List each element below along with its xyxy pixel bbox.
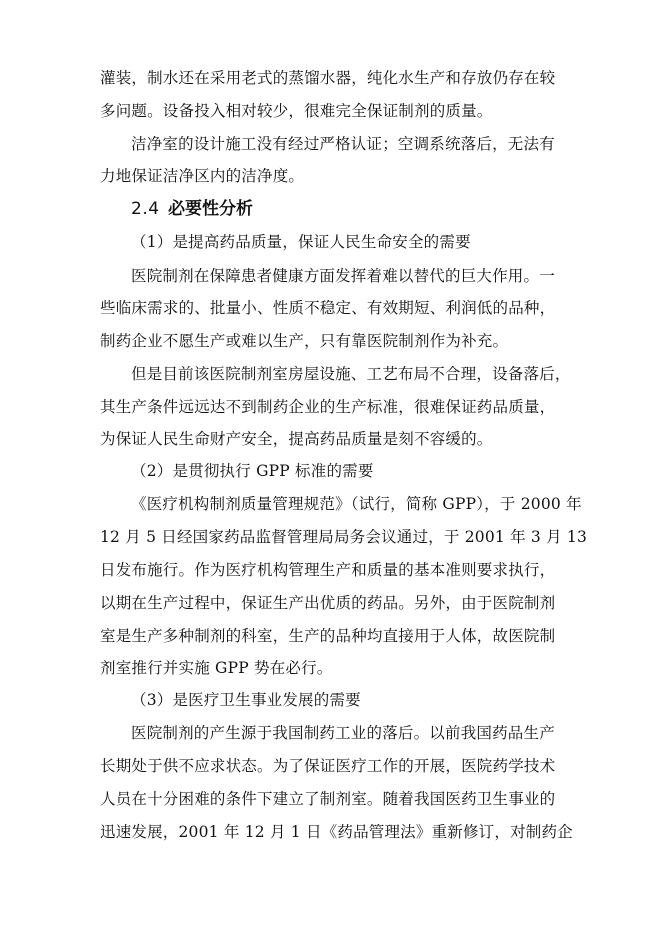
intro-line-4: 力地保证洁净区内的洁净度。 [100, 167, 305, 185]
section-title: 必要性分析 [167, 199, 253, 219]
subsection2-line-3: 日发布施行。作为医疗机构管理生产和质量的基本准则要求执行， [100, 561, 556, 579]
intro-line-1: 灌装，制水还在采用老式的蒸馏水器，纯化水生产和存放仍存在较 [100, 69, 556, 87]
subsection1-line-4: 但是目前该医院制剂室房屋设施、工艺布局不合理，设备落后， [131, 365, 571, 383]
subsection1-line-6: 为保证人民生命财产安全，提高药品质量是刻不容缓的。 [100, 430, 493, 448]
intro-line-2: 多问题。设备投入相对较少，很难完全保证制剂的质量。 [100, 102, 493, 120]
section-number: 2.4 [131, 199, 160, 219]
subsection3-line-2: 长期处于供不应求状态。为了保证医疗工作的开展，医院药学技术 [100, 757, 556, 775]
subsection2-title: （2）是贯彻执行 GPP 标准的需要 [131, 462, 374, 480]
subsection2-line-5: 室是生产多种制剂的科室，生产的品种均直接用于人体，故医院制 [100, 627, 556, 645]
subsection1-line-5: 其生产条件远远达不到制药企业的生产标准，很难保证药品质量， [100, 398, 556, 416]
subsection2-line-4: 以期在生产过程中，保证生产出优质的药品。另外，由于医院制剂 [100, 594, 556, 612]
subsection3-title: （3）是医疗卫生事业发展的需要 [131, 691, 361, 709]
section-heading [131, 198, 253, 220]
subsection1-title: （1）是提高药品质量，保证人民生命安全的需要 [131, 233, 471, 251]
subsection3-line-1: 医院制剂的产生源于我国制药工业的落后。以前我国药品生产 [131, 724, 555, 742]
subsection2-line-1: 《医疗机构制剂质量管理规范》（试行，简称 GPP），于 2000 年 [131, 495, 582, 513]
subsection3-line-4: 迅速发展，2001 年 12 月 1 日《药品管理法》重新修订，对制药企 [100, 823, 573, 841]
subsection1-line-2: 些临床需求的、批量小、性质不稳定、有效期短、利润低的品种， [100, 299, 556, 317]
intro-line-3: 洁净室的设计施工没有经过严格认证；空调系统落后，无法有 [131, 135, 555, 153]
subsection3-line-3: 人员在十分困难的条件下建立了制剂室。随着我国医药卫生事业的 [100, 790, 556, 808]
subsection2-line-6: 剂室推行并实施 GPP 势在必行。 [100, 659, 333, 677]
subsection1-line-3: 制药企业不愿生产或难以生产，只有靠医院制剂作为补充。 [100, 332, 509, 350]
subsection2-line-2: 12 月 5 日经国家药品监督管理局局务会议通过，于 2001 年 3 月 13 [100, 528, 588, 546]
subsection1-line-1: 医院制剂在保障患者健康方面发挥着难以替代的巨大作用。一 [131, 267, 555, 285]
